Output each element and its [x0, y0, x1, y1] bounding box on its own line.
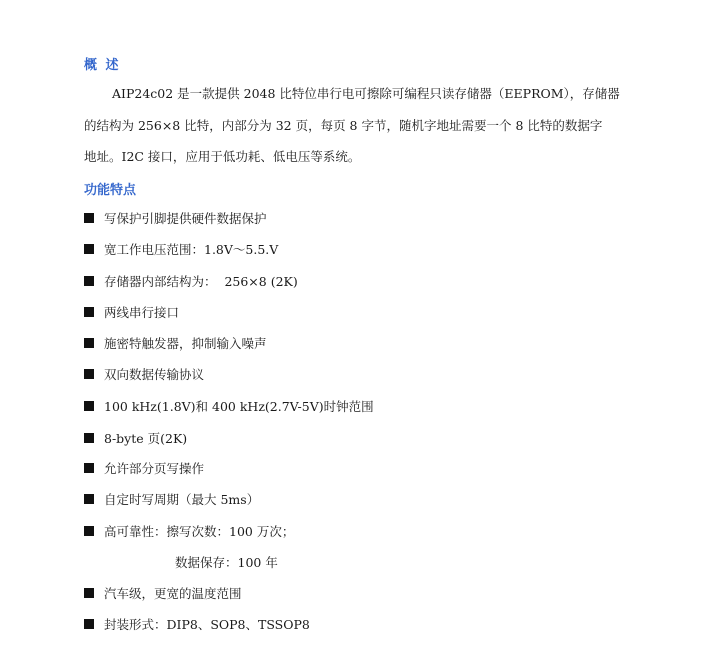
feature-item: [84, 583, 242, 603]
square-bullet-icon: [84, 463, 94, 473]
feature-text: 封装形式：DIP8、SOP8、TSSOP8: [104, 617, 310, 632]
overview-line-2: 的结构为 256×8 比特，内部分为 32 页，每页 8 字节，随机字地址需要一个 8 比特的数据字: [84, 118, 603, 133]
square-bullet-icon: [84, 213, 94, 223]
square-bullet-icon: [84, 401, 94, 411]
square-bullet-icon: [84, 244, 94, 254]
feature-text: 写保护引脚提供硬件数据保护: [104, 211, 267, 226]
feature-text: 双向数据传输协议: [104, 367, 205, 382]
overview-line-3: 地址。I2C 接口，应用于低功耗、低电压等系统。: [84, 149, 361, 164]
feature-item: [84, 458, 204, 478]
feature-item: [84, 302, 179, 322]
square-bullet-icon: [84, 338, 94, 348]
square-bullet-icon: [84, 369, 94, 379]
feature-text: 宽工作电压范围：1.8V～5.5.V: [104, 242, 279, 257]
feature-text: 汽车级，更宽的温度范围: [104, 586, 242, 601]
feature-item: [84, 521, 294, 541]
square-bullet-icon: [84, 276, 94, 286]
square-bullet-icon: [84, 307, 94, 317]
feature-text: 施密特触发器，抑制输入噪声: [104, 336, 267, 351]
overview-heading: 概 述: [84, 58, 121, 73]
feature-text: 100 kHz(1.8V)和 400 kHz(2.7V-5V)时钟范围: [104, 399, 374, 414]
features-heading: 功能特点: [84, 183, 137, 198]
overview-line-1: AIP24c02 是一款提供 2048 比特位串行电可擦除可编程只读存储器（EEPROM），存储器: [112, 86, 620, 101]
feature-text: 高可靠性：擦写次数：100 万次；: [104, 524, 295, 539]
feature-item: [84, 428, 187, 448]
feature-item: [84, 333, 267, 353]
square-bullet-icon: [84, 588, 94, 598]
square-bullet-icon: [84, 433, 94, 443]
feature-item: [84, 489, 259, 509]
feature-item: [84, 614, 310, 634]
feature-text: 两线串行接口: [104, 305, 180, 320]
feature-item: [84, 239, 278, 259]
feature-text: 存储器内部结构为： 256×8 (2K): [104, 274, 298, 289]
feature-item: [84, 271, 298, 291]
square-bullet-icon: [84, 494, 94, 504]
square-bullet-icon: [84, 526, 94, 536]
feature-item: [84, 364, 204, 384]
reliability-retention-line: 数据保存：100 年: [175, 555, 278, 570]
feature-text: 自定时写周期（最大 5ms）: [104, 492, 260, 507]
feature-text: 允许部分页写操作: [104, 461, 205, 476]
feature-text: 8-byte 页(2K): [104, 431, 188, 446]
feature-item: [84, 208, 267, 228]
feature-item: [84, 396, 374, 416]
square-bullet-icon: [84, 619, 94, 629]
